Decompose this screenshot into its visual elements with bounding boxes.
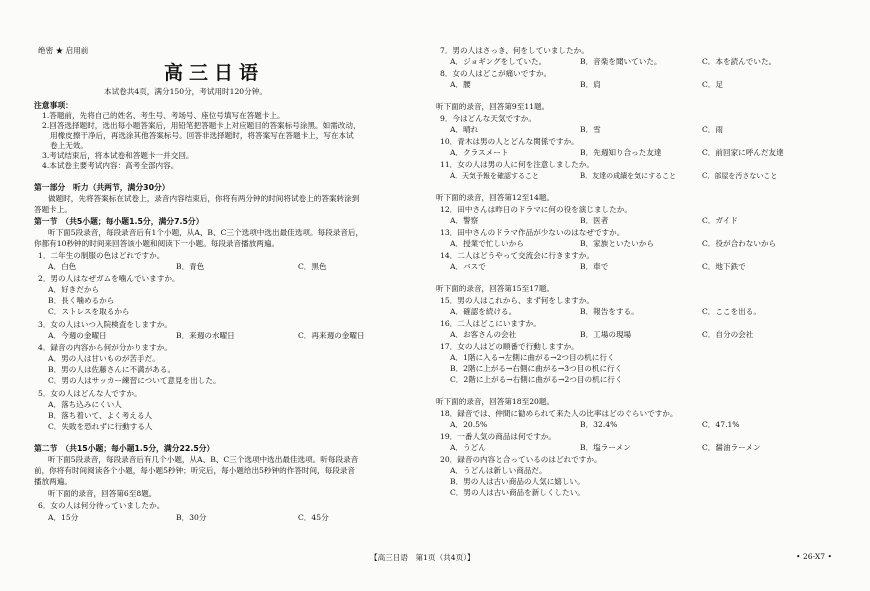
option-a[interactable]: A．1階に入る→左側に曲がる→2つ目の机に行く xyxy=(450,353,615,362)
question-stem: 20．録音の内容と合っているのはどれですか。 xyxy=(440,455,602,464)
section2-intro: 前，你将有时间阅读各个小题，每小题5秒钟；听完后，每小题给出5秒钟的作答时间，每段录音 xyxy=(34,466,356,475)
option-a[interactable]: A．白色 xyxy=(48,262,77,271)
option-b[interactable]: B．2階に上がる→右側に曲がる→3つ目の机に行く xyxy=(450,364,623,373)
option-c[interactable]: C．足 xyxy=(702,80,723,89)
option-c[interactable]: C．45分 xyxy=(298,513,329,522)
option-a[interactable]: A．うどんは新しい商品だ。 xyxy=(450,466,547,475)
option-b[interactable]: B．来週の水曜日 xyxy=(176,331,235,340)
listen-instruction: 听下面的录音，回答第15至17题。 xyxy=(436,284,555,293)
option-b[interactable]: B．男の人は佐藤さんに不満がある。 xyxy=(48,365,176,374)
question-stem: 6．女の人は何分待っていましたか。 xyxy=(38,501,165,510)
section1-heading: 第一节 （共5小题；每小题1.5分，满分7.5分） xyxy=(34,217,204,226)
option-a[interactable]: A．バスで xyxy=(450,262,486,271)
section1-intro: 听下面5段录音，每段录音后有1个小题，从A、B、C三个选项中选出最佳选项。每段录音后， xyxy=(48,228,364,237)
exam-subtitle: 本试卷共4页，满分150分，考试用时120分钟。 xyxy=(104,87,267,96)
option-a[interactable]: A．腰 xyxy=(450,80,471,89)
option-c[interactable]: C．醤油ラーメン xyxy=(702,443,761,452)
section2-heading: 第二节 （共15小题；每小题1.5分，满分22.5分） xyxy=(34,444,215,453)
question-stem: 16．二人はどこにいますか。 xyxy=(440,319,541,328)
note-line: 1.答题前，先将自己的姓名、考生号、考场号、座位号填写在答题卡上。 xyxy=(42,111,285,120)
secret-label: 绝密 ★ 启用前 xyxy=(38,46,89,55)
question-stem: 15．男の人はこれから、まず何をしますか。 xyxy=(440,296,594,305)
option-b[interactable]: B．30分 xyxy=(176,513,207,522)
option-b[interactable]: B．男の人は古い商品の人気に嬉しい。 xyxy=(450,477,585,486)
listen-instruction: 听下面的录音，回答第18至20题。 xyxy=(436,397,555,406)
question-stem: 4．録音の内容から何が分かりますか。 xyxy=(38,343,172,352)
option-a[interactable]: A．確認を続ける。 xyxy=(450,307,517,316)
option-b[interactable]: B．長く噛めるから xyxy=(48,296,115,305)
option-a[interactable]: A．男の人は甘いものが苦手だ。 xyxy=(48,354,160,363)
option-a[interactable]: A．20.5% xyxy=(450,420,488,429)
part1-intro: 答题卡上。 xyxy=(34,205,72,214)
option-a[interactable]: A．お客さんの会社 xyxy=(450,330,517,339)
option-a[interactable]: A．授業で忙しいから xyxy=(450,239,524,248)
option-a[interactable]: A．晴れ xyxy=(450,125,479,134)
part1-intro: 做题时，先将答案标在试卷上，录音内容结束后，你将有两分钟的时间将试卷上的答案转涂到 xyxy=(48,194,360,203)
question-stem: 11．女の人は男の人に何を注意しましたか。 xyxy=(440,160,594,169)
option-c[interactable]: C．2階に上がる→右側に曲がる→2つ目の机に行く xyxy=(450,375,623,384)
question-stem: 8．女の人はどこが痛いですか。 xyxy=(440,69,552,78)
question-stem: 13．田中さんのドラマ作品が少ないのはなぜですか。 xyxy=(440,228,625,237)
option-c[interactable]: C．47.1% xyxy=(702,420,740,429)
option-a[interactable]: A．クラスメート xyxy=(450,148,509,157)
note-line: 2.回答选择题时，选出每小题答案后，用铅笔把答题卡上对应题目的答案标号涂黑。如需改动， xyxy=(42,121,361,130)
exam-code: • 26-X7 • xyxy=(796,552,832,561)
listen-instruction: 听下面的录音，回答第9至11题。 xyxy=(436,102,550,111)
option-b[interactable]: B．落ち着いて、よく考える人 xyxy=(48,411,153,420)
option-b[interactable]: B．32.4% xyxy=(580,420,618,429)
option-b[interactable]: B．報告をする。 xyxy=(580,307,639,316)
option-c[interactable]: C．前回家に呼んだ友達 xyxy=(702,148,784,157)
question-stem: 3．女の人はいつ入院検査をしますか。 xyxy=(38,320,172,329)
option-b[interactable]: B．家族といたいから xyxy=(580,239,654,248)
listen-instruction: 听下面的录音，回答第6至8题。 xyxy=(48,489,157,498)
note-line: 卷上无效。 xyxy=(50,141,88,150)
option-b[interactable]: B．青色 xyxy=(176,262,205,271)
question-stem: 19．一番人気の商品は何ですか。 xyxy=(440,432,556,441)
option-a[interactable]: A．警察 xyxy=(450,216,479,225)
option-c[interactable]: C．ここを出る。 xyxy=(702,307,761,316)
notes-heading: 注意事项： xyxy=(34,101,73,110)
option-a[interactable]: A．ジョギングをしていた。 xyxy=(450,57,547,66)
option-c[interactable]: C．ガイド xyxy=(702,216,738,225)
option-c[interactable]: C．地下鉄で xyxy=(702,262,746,271)
question-stem: 2．男の人はなぜガムを噛んでいますか。 xyxy=(38,274,180,283)
question-stem: 9．今はどんな天気ですか。 xyxy=(440,114,536,123)
page-title: 高三日语 xyxy=(164,62,265,84)
part1-heading: 第一部分 听力（共两节，满分30分） xyxy=(34,183,170,192)
question-stem: 10．青木は男の人とどんな関係ですか。 xyxy=(440,137,579,146)
option-a[interactable]: A．うどん xyxy=(450,443,486,452)
option-b[interactable]: B．雪 xyxy=(580,125,601,134)
question-stem: 18．録音では、仲間に勧められて来た人の比率はどのぐらいですか。 xyxy=(440,409,678,418)
option-c[interactable]: C．男の人は古い商品を新しくしたい。 xyxy=(450,488,585,497)
question-stem: 12．田中さんは昨日のドラマに何の役を演じましたか。 xyxy=(440,205,632,214)
listen-instruction: 听下面的录音，回答第12至14题。 xyxy=(436,193,555,202)
note-line: 3.考试结束后，将本试卷和答题卡一并交回。 xyxy=(42,151,194,160)
option-c[interactable]: C．雨 xyxy=(702,125,723,134)
note-line: 4.本试卷主要考试内容：高考全部内容。 xyxy=(42,161,179,170)
option-c[interactable]: C．ストレスを取るから xyxy=(48,307,130,316)
section2-intro: 听下面5段录音，每段录音后有几个小题，从A、B、C三个选项中选出最佳选项。听每段录音 xyxy=(48,455,359,464)
option-a[interactable]: A．15分 xyxy=(48,513,79,522)
option-b[interactable]: B．医者 xyxy=(580,216,609,225)
option-b[interactable]: B．塩ラーメン xyxy=(580,443,631,452)
option-b[interactable]: B．肩 xyxy=(580,80,601,89)
note-line: 用橡皮擦干净后，再选涂其他答案标号。回答非选择题时，将答案写在答题卡上，写在本试 xyxy=(50,131,354,140)
option-b[interactable]: B．音楽を聞いていた。 xyxy=(580,57,662,66)
option-c[interactable]: C．部屋を汚さないこと xyxy=(702,172,778,180)
question-stem: 5．女の人はどんな人ですか。 xyxy=(38,389,142,398)
option-b[interactable]: B．友達の成績を気にすること xyxy=(580,172,677,180)
option-a[interactable]: A．落ち込みにくい人 xyxy=(48,400,122,409)
option-c[interactable]: C．男の人はサッカー練習について意見を出した。 xyxy=(48,376,221,385)
option-c[interactable]: C．役が合わないから xyxy=(702,239,777,248)
option-c[interactable]: C．失敗を恐れずに行動する人 xyxy=(48,422,153,431)
section1-intro: 你都有10秒钟的时间来回答该小题和阅读下一小题。每段录音播放两遍。 xyxy=(34,239,280,248)
option-c[interactable]: C．自分の会社 xyxy=(702,330,754,339)
option-a[interactable]: A．天気予報を確認すること xyxy=(450,172,540,180)
question-stem: 14．二人はどうやって交流会に行きますか。 xyxy=(440,251,594,260)
question-stem: 17．女の人はどの順番で行動しますか。 xyxy=(440,342,579,351)
question-stem: 1．二年生の制服の色はどれですか。 xyxy=(38,251,165,260)
option-b[interactable]: B．先週知り合った友達 xyxy=(580,148,662,157)
option-c[interactable]: C．再来週の金曜日 xyxy=(298,331,365,340)
option-a[interactable]: A．今週の金曜日 xyxy=(48,331,107,340)
option-b[interactable]: B．工場の現場 xyxy=(580,330,632,339)
option-c[interactable]: C．本を読んでいた。 xyxy=(702,57,777,66)
option-a[interactable]: A．好きだから xyxy=(48,285,100,294)
page-footer: 【高三日语 第1页（共4页）】 xyxy=(370,553,475,562)
section2-intro: 播放两遍。 xyxy=(34,477,72,486)
option-b[interactable]: B．車で xyxy=(580,262,609,271)
question-stem: 7．男の人はさっき、何をしていましたか。 xyxy=(440,46,589,55)
option-c[interactable]: C．黒色 xyxy=(298,262,327,271)
